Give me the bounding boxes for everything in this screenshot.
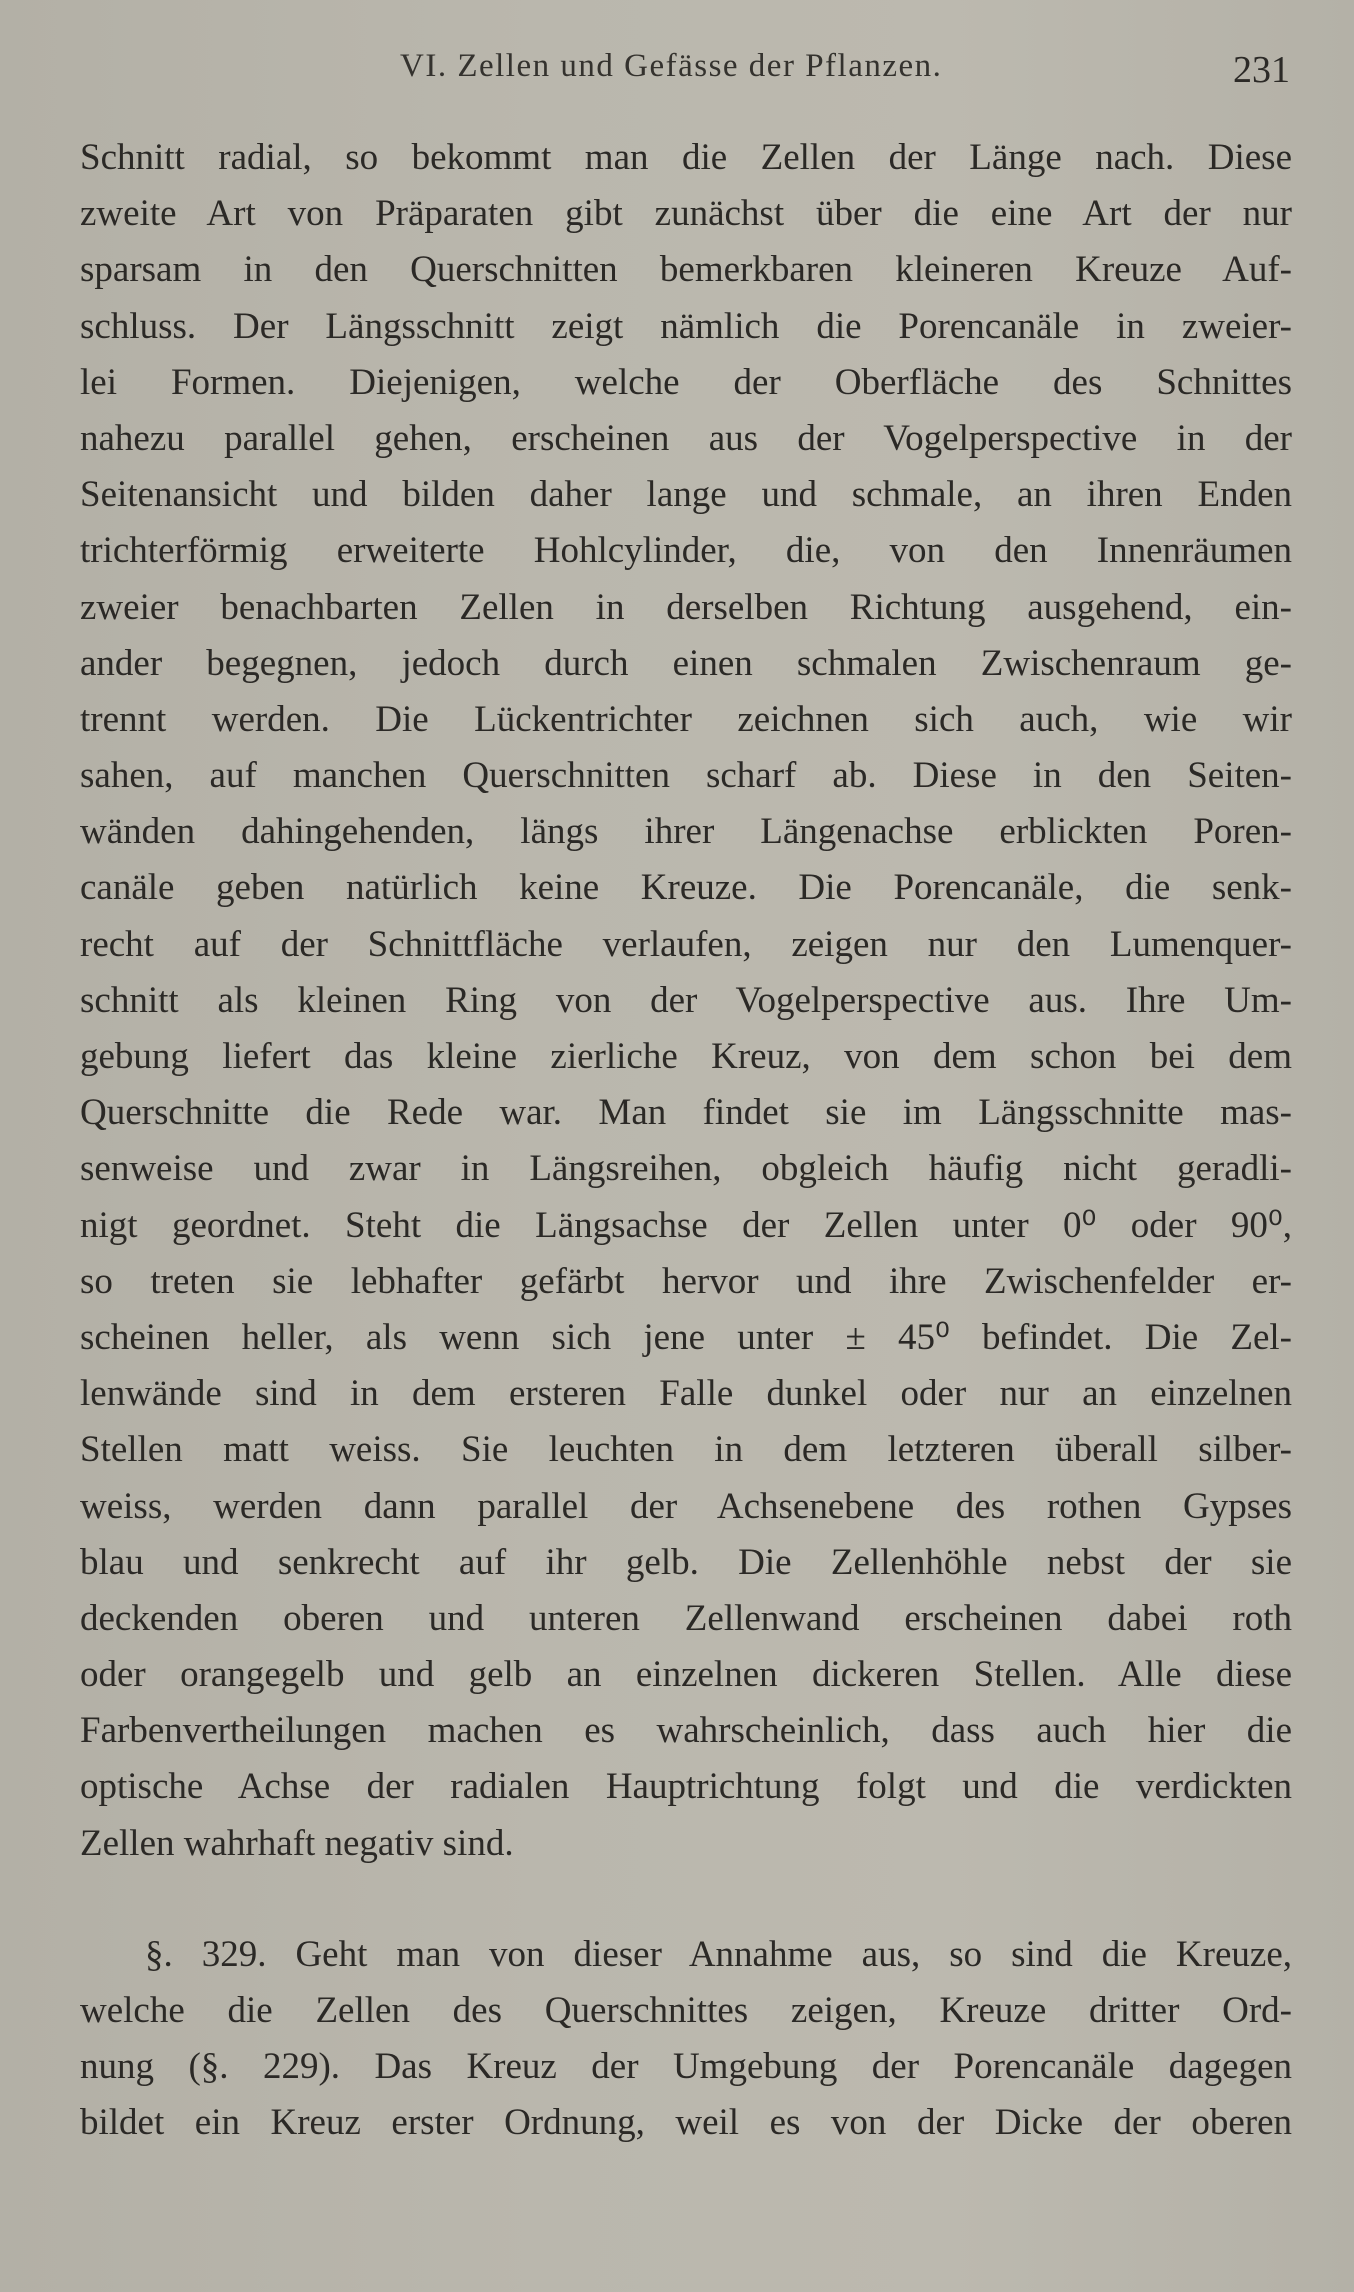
text-line: sparsam in den Querschnitten bemerkbaren kleineren Kreuze Auf- <box>80 249 1292 291</box>
text-line: blau und senkrecht auf ihr gelb. Die Zellenhöhle nebst der sie <box>80 1541 1292 1583</box>
text-line: scheinen heller, als wenn sich jene unter ± 45⁰ befindet. Die Zel- <box>80 1316 1292 1358</box>
page-number: 231 <box>1233 49 1290 91</box>
text-line: Querschnitte die Rede war. Man findet sie im Längsschnitte mas- <box>80 1092 1292 1134</box>
text-line: weiss, werden dann parallel der Achsenebene des rothen Gypses <box>80 1485 1292 1527</box>
text-line: zweite Art von Präparaten gibt zunächst über die eine Art der nur <box>80 193 1292 235</box>
text-line: zweier benachbarten Zellen in derselben Richtung ausgehend, ein- <box>80 586 1292 628</box>
text-line: Schnitt radial, so bekommt man die Zellen der Länge nach. Diese <box>80 137 1292 178</box>
chapter-title: VI. Zellen und Gefässe der Pflanzen. <box>400 48 943 84</box>
text-line: Farbenvertheilungen machen es wahrscheinlich, dass auch hier die <box>80 1710 1292 1752</box>
text-line: optische Achse der radialen Hauptrichtung folgt und die verdickten <box>80 1766 1292 1808</box>
text-line: nigt geordnet. Steht die Längsachse der Zellen unter 0⁰ oder 90⁰, <box>80 1204 1292 1246</box>
text-line: deckenden oberen und unteren Zellenwand erscheinen dabei roth <box>80 1597 1292 1639</box>
text-line: schluss. Der Längsschnitt zeigt nämlich die Porencanäle in zweier- <box>80 305 1292 347</box>
text-line: ander begegnen, jedoch durch einen schmalen Zwischenraum ge- <box>80 642 1292 684</box>
text-line: welche die Zellen des Querschnittes zeigen, Kreuze dritter Ord- <box>80 1990 1292 2031</box>
text-line: §. 329. Geht man von dieser Annahme aus, so sind die Kreuze, <box>145 1933 1292 1975</box>
paragraph-gap <box>80 1872 1292 1927</box>
text-line: Stellen matt weiss. Sie leuchten in dem letzteren überall silber- <box>80 1429 1292 1471</box>
text-line: so treten sie lebhafter gefärbt hervor und ihre Zwischenfelder er- <box>80 1260 1292 1302</box>
text-line: bildet ein Kreuz erster Ordnung, weil es von der Dicke der oberen <box>80 2102 1292 2144</box>
paragraph <box>80 1927 1292 2152</box>
body-text <box>80 130 1292 2152</box>
text-line: trichterförmig erweiterte Hohlcylinder, die, von den Innenräumen <box>80 530 1292 572</box>
paragraph <box>80 130 1292 1872</box>
text-line: lei Formen. Diejenigen, welche der Oberfläche des Schnittes <box>80 361 1292 403</box>
text-line: schnitt als kleinen Ring von der Vogelperspective aus. Ihre Um- <box>80 979 1292 1021</box>
text-line: Seitenansicht und bilden daher lange und schmale, an ihren Enden <box>80 474 1292 516</box>
text-line: wänden dahingehenden, längs ihrer Längenachse erblickten Poren- <box>80 811 1292 853</box>
text-line: oder orangegelb und gelb an einzelnen dickeren Stellen. Alle diese <box>80 1654 1292 1696</box>
text-line: gebung liefert das kleine zierliche Kreuz, von dem schon bei dem <box>80 1036 1292 1077</box>
text-line: nung (§. 229). Das Kreuz der Umgebung der Porencanäle dagegen <box>80 2046 1292 2088</box>
text-line: Zellen wahrhaft negativ sind. <box>80 1822 514 1864</box>
text-line: canäle geben natürlich keine Kreuze. Die Porencanäle, die senk- <box>80 867 1292 909</box>
text-line: trennt werden. Die Lückentrichter zeichnen sich auch, wie wir <box>80 698 1292 740</box>
text-line: senweise und zwar in Längsreihen, obgleich häufig nicht geradli- <box>80 1148 1292 1190</box>
text-line: sahen, auf manchen Querschnitten scharf ab. Diese in den Seiten- <box>80 755 1292 797</box>
running-head <box>80 48 1290 98</box>
text-line: nahezu parallel gehen, erscheinen aus der Vogelperspective in der <box>80 417 1292 459</box>
text-line: lenwände sind in dem ersteren Falle dunkel oder nur an einzelnen <box>80 1373 1292 1415</box>
text-line: recht auf der Schnittfläche verlaufen, zeigen nur den Lumenquer- <box>80 923 1292 965</box>
